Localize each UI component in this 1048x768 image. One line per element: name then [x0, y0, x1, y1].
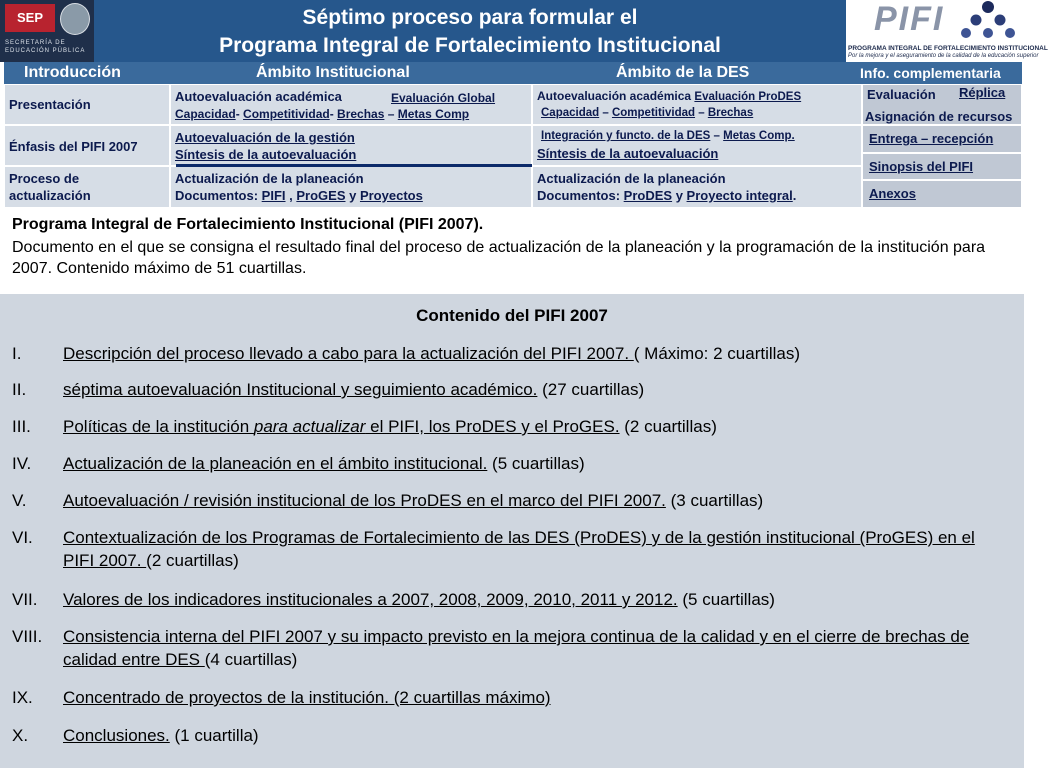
list-item-number: V. — [12, 491, 27, 510]
nav-cell-evaluacion-replica[interactable] — [862, 84, 1022, 125]
list-item-link[interactable]: Actualización de la planeación en el ámbito institucional. — [63, 454, 488, 473]
nav-link-des-planeacion[interactable]: Actualización de la planeación — [537, 171, 726, 186]
list-item-number: VII. — [12, 590, 38, 609]
nav-link-evaluacion[interactable]: Evaluación — [867, 87, 936, 102]
pifi-dots-icon — [958, 0, 1018, 42]
list-item-note: (2 cuartillas) — [146, 551, 239, 570]
intro-body: Documento en el que se consigna el resultado final del proceso de actualización de la planeación y la programación de la institución para 2007. Contenido máximo de 51 cuartillas. — [12, 239, 986, 277]
nav-cell-inst-autoevaluacion[interactable] — [170, 84, 532, 125]
list-item-note: (27 cuartillas) — [537, 380, 645, 399]
nav-link-prodes[interactable]: ProDES — [623, 188, 673, 203]
list-item-number: X. — [12, 726, 29, 745]
nav-cell-des-autoevaluacion[interactable] — [532, 84, 862, 125]
list-item-link[interactable]: Políticas de la institución para actualizar el PIFI, los ProDES y el ProGES. — [63, 417, 620, 436]
list-item-note: (1 cuartilla) — [169, 726, 259, 745]
nav-link-des-metas[interactable]: Metas Comp. — [723, 130, 795, 142]
pifi-logo-tagline: Por la mejora y el aseguramiento de la calidad de la educación superior — [848, 53, 1039, 59]
nav-link-inst-metas[interactable]: Metas Comp — [397, 107, 470, 121]
nav-cell-des-integracion[interactable] — [532, 125, 862, 166]
nav-cell-entrega[interactable] — [862, 125, 1022, 153]
nav-link-inst-capacidad[interactable]: Capacidad — [175, 107, 236, 121]
nav-link-enfasis[interactable]: Énfasis del PIFI 2007 — [9, 139, 138, 154]
nav-link-inst-competitividad[interactable]: Competitividad — [243, 107, 330, 121]
list-item-link[interactable]: Contextualización de los Programas de Fortalecimiento de las DES (ProDES) y de la gestión institucional (ProGES) en el PIFI 2007. — [63, 528, 975, 570]
nav-des-integracion-row: Integración y functo. de la DES – Metas Comp. — [541, 130, 795, 142]
nav-link-des-brechas[interactable]: Brechas — [707, 107, 754, 119]
list-item-note: (4 cuartillas) — [204, 650, 298, 669]
nav-link-proges[interactable]: ProGES — [296, 188, 346, 203]
nav-cell-sinopsis[interactable] — [862, 153, 1022, 180]
nav-link-sinopsis[interactable]: Sinopsis del PIFI — [869, 159, 974, 174]
pifi-logo-name: PROGRAMA INTEGRAL DE FORTALECIMIENTO INSTITUCIONAL — [848, 45, 1048, 52]
list-item-link[interactable]: Descripción del proceso llevado a cabo para la actualización del PIFI 2007. — [63, 344, 634, 363]
nav-link-des-autoevaluacion[interactable]: Autoevaluación académica — [537, 89, 695, 103]
nav-cell-inst-planeacion[interactable] — [170, 166, 532, 208]
nav-link-asignacion[interactable]: Asignación de recursos — [865, 109, 1013, 124]
content-panel — [0, 294, 1024, 768]
nav-link-entrega-recepcion[interactable]: Entrega – recepción — [869, 131, 994, 146]
pifi-logo — [846, 0, 1048, 62]
nav-link-proceso-line-1[interactable]: Proceso de — [9, 171, 80, 186]
nav-link-des-sintesis[interactable]: Síntesis de la autoevaluación — [537, 146, 719, 161]
nav-link-evaluacion-prodes[interactable]: Evaluación ProDES — [694, 91, 802, 103]
nav-inst-documentos-row: Documentos: PIFI , ProGES y Proyectos — [175, 188, 423, 203]
nav-link-pifi[interactable]: PIFI — [261, 188, 286, 203]
national-shield-icon — [60, 3, 90, 35]
nav-cell-inst-gestion[interactable] — [170, 125, 532, 166]
sep-subtitle-2: EDUCACIÓN PÚBLICA — [5, 48, 86, 54]
nav-link-des-competitividad[interactable]: Competitividad — [611, 107, 696, 119]
list-item-note: ( Máximo: 2 cuartillas) — [633, 344, 801, 363]
list-item-link[interactable]: Concentrado de proyectos de la institución. (2 cuartillas máximo) — [63, 688, 551, 707]
content-title: Contenido del PIFI 2007 — [416, 306, 608, 325]
list-item-link[interactable]: Consistencia interna del PIFI 2007 y su impacto previsto en la mejora continua de la calidad y en el cierre de brechas de calidad entre DES — [63, 627, 970, 669]
nav-link-inst-autoevaluacion[interactable]: Autoevaluación académica — [175, 89, 342, 104]
list-item-number: IX. — [12, 688, 33, 707]
nav-cell-proceso[interactable] — [4, 166, 170, 208]
nav-des-documentos-row: Documentos: ProDES y Proyecto integral. — [537, 188, 797, 203]
page-title-line-1: Séptimo proceso para formular el — [302, 6, 638, 29]
list-item-number: III. — [12, 417, 31, 436]
nav-link-inst-sintesis[interactable]: Síntesis de la autoevaluación — [175, 147, 357, 162]
list-item-link[interactable]: séptima autoevaluación Institucional y seguimiento académico. — [63, 380, 538, 399]
nav-link-proyectos[interactable]: Proyectos — [359, 188, 423, 203]
nav-cell-anexos[interactable] — [862, 180, 1022, 208]
list-item-number: VIII. — [12, 627, 43, 646]
nav-des-autoevaluacion-row — [537, 89, 801, 103]
list-item-link[interactable]: Valores de los indicadores institucionales a 2007, 2008, 2009, 2010, 2011 y 2012. — [63, 590, 678, 609]
list-item-note: (3 cuartillas) — [665, 491, 764, 510]
nav-des-capacidad-row: Capacidad – Competitividad – Brechas — [541, 107, 754, 119]
intro-title: Programa Integral de Fortalecimiento Institucional (PIFI 2007). — [12, 216, 484, 233]
accent-divider — [176, 164, 532, 167]
nav-link-integracion-des[interactable]: Integración y functo. de la DES — [541, 130, 711, 142]
nav-link-inst-brechas[interactable]: Brechas — [337, 107, 385, 121]
nav-link-des-capacidad[interactable]: Capacidad — [541, 107, 600, 119]
nav-header-ambito-institucional: Ámbito Institucional — [256, 64, 410, 81]
nav-link-proceso-line-2[interactable]: actualización — [9, 188, 91, 203]
intro-section — [4, 210, 1022, 288]
nav-link-evaluacion-global[interactable]: Evaluación Global — [391, 91, 496, 105]
list-item-note: (5 cuartillas) — [677, 590, 775, 609]
list-item-number: II. — [12, 380, 27, 399]
list-item-link[interactable]: Conclusiones. — [63, 726, 170, 745]
page-title-line-2: Programa Integral de Fortalecimiento Institucional — [219, 34, 721, 57]
nav-cell-presentacion[interactable] — [4, 84, 170, 125]
nav-link-inst-planeacion[interactable]: Actualización de la planeación — [175, 171, 364, 186]
sep-logo — [0, 0, 94, 62]
nav-cell-enfasis[interactable] — [4, 125, 170, 166]
nav-header-ambito-des: Ámbito de la DES — [616, 64, 750, 81]
sep-badge: SEP — [5, 4, 55, 32]
nav-link-autoevaluacion-gestion[interactable]: Autoevaluación de la gestión — [175, 130, 355, 145]
nav-header-introduccion: Introducción — [24, 64, 121, 81]
nav-header-info-complementaria: Info. complementaria — [860, 65, 1001, 81]
nav-link-replica[interactable]: Réplica — [959, 85, 1006, 100]
list-item-note: (5 cuartillas) — [487, 454, 585, 473]
list-item-link[interactable]: Autoevaluación / revisión institucional de los ProDES en el marco del PIFI 2007. — [63, 491, 666, 510]
nav-inst-capacidad-row: Capacidad- Competitividad- Brechas – Metas Comp — [175, 107, 470, 121]
nav-link-proyecto-integral[interactable]: Proyecto integral — [686, 188, 793, 203]
list-item-number: VI. — [12, 528, 33, 547]
header-bar — [0, 0, 1048, 62]
list-item-number: IV. — [12, 454, 32, 473]
nav-link-anexos[interactable]: Anexos — [869, 186, 916, 201]
nav-cell-des-planeacion[interactable] — [532, 166, 862, 208]
list-item-note: (2 cuartillas) — [619, 417, 717, 436]
pifi-logo-word: PIFI — [874, 0, 945, 38]
nav-link-presentacion[interactable]: Presentación — [9, 97, 91, 112]
sep-subtitle-1: SECRETARÍA DE — [5, 40, 66, 46]
navigation-matrix — [4, 62, 1022, 208]
list-item-number: I. — [12, 344, 22, 363]
